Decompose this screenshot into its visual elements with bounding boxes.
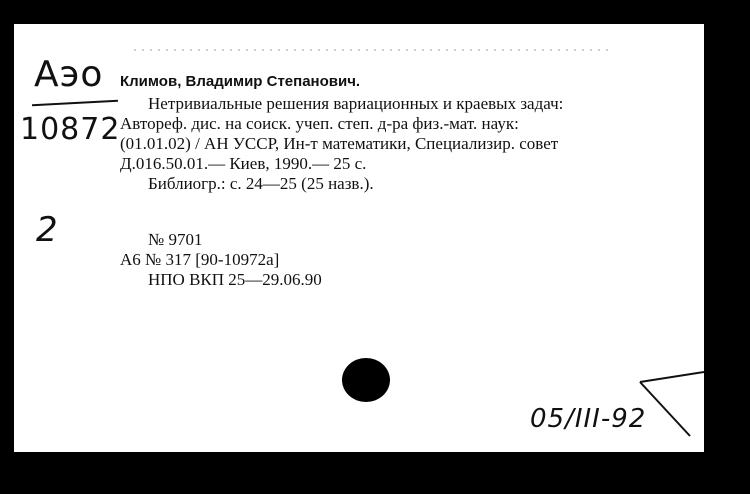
call-number-bottom: 10872 (20, 112, 121, 147)
bibliography-line: Библиогр.: с. 24—25 (25 назв.). (148, 174, 374, 193)
title-line-4: Д.016.50.01.— Киев, 1990.— 25 с. (120, 154, 367, 173)
stamp-line-diagonal (640, 382, 690, 436)
handwritten-mark: 2 (36, 210, 58, 250)
catalog-card (14, 24, 704, 452)
title-line-3: (01.01.02) / АН УССР, Ин-т математики, Специализир. совет (120, 134, 559, 153)
number-line: № 9701 (148, 230, 203, 249)
record-line: А6 № 317 [90-10972а] (120, 250, 280, 269)
npo-line: НПО ВКП 25—29.06.90 (148, 270, 322, 289)
handwritten-date: 05/III-92 (530, 404, 647, 434)
call-number-top: Aэо (34, 54, 104, 95)
ink-blot (342, 358, 390, 402)
author-line: Климов, Владимир Степанович. (120, 73, 361, 90)
title-line-1: Нетривиальные решения вариационных и краевых задач: (148, 94, 564, 113)
stamp-line (640, 372, 704, 382)
title-line-2: Автореф. дис. на соиск. учеп. степ. д-ра физ.-мат. наук: (120, 114, 519, 133)
